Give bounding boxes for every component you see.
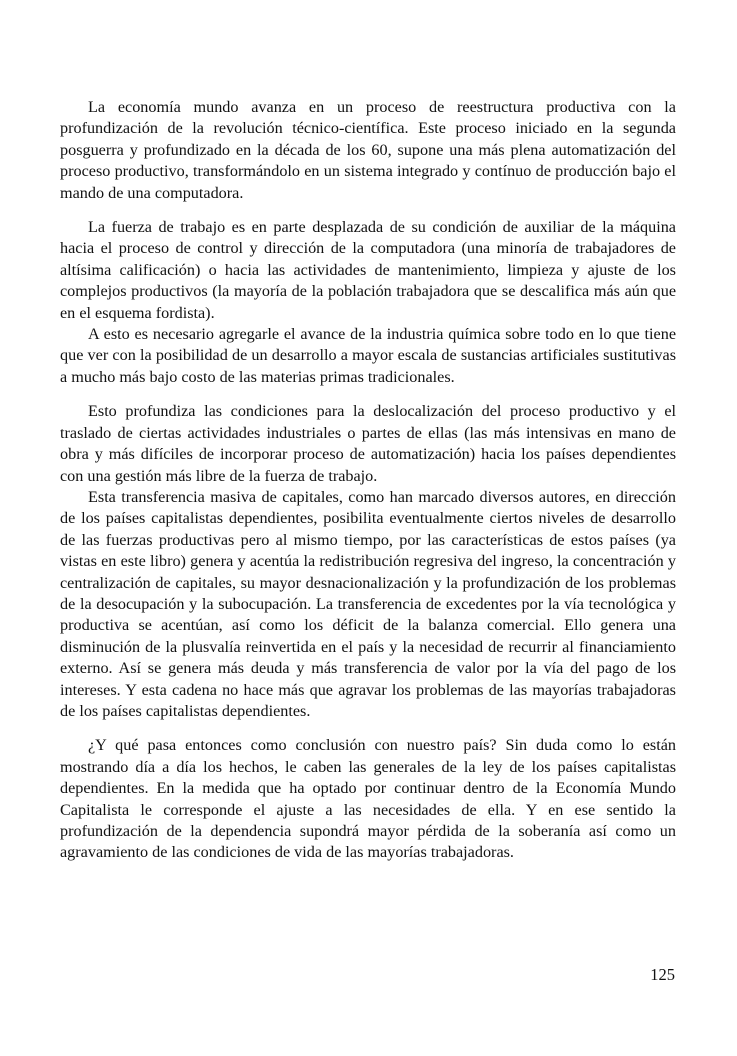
- paragraph-4: Esto profundiza las condiciones para la deslocalización del proceso productivo y el traslado de ciertas actividades industriales o partes de ellas (las más intensivas en mano de obra y más difíciles de incorporar proceso de automatización) hacia los países dependientes con una gestión más libre de la fuerza de trabajo.: [60, 402, 676, 485]
- paragraph-6: ¿Y qué pasa entonces como conclusión con nuestro país? Sin duda como lo están mostrando día a día los hechos, le caben las generales de la ley de los países capitalistas dependientes. En la medida que ha optado por continuar dentro de la Economía Mundo Capitalista le corresponde el ajuste a las necesidades de ella. Y en ese sentido la profundización de la dependencia supondrá mayor pérdida de la soberanía así como un agravamiento de las condiciones de vida de las mayorías trabajadoras.: [60, 736, 676, 862]
- paragraph-1: La economía mundo avanza en un proceso de reestructura productiva con la profundización de la revolución técnico-científica. Este proceso iniciado en la segunda posguerra y profundizado en la década de los 60, supone una más plena automatización del proceso productivo, transformándolo en un sistema integrado y contínuo de producción bajo el mando de una computadora.: [60, 98, 676, 202]
- paragraph-2: La fuerza de trabajo es en parte desplazada de su condición de auxiliar de la máquina hacia el proceso de control y dirección de la computadora (una minoría de trabajadores de altísima calificación) o hacia las actividades de mantenimiento, limpieza y ajuste de los complejos productivos (la mayoría de la población trabajadora que se descalifica más aún que en el esquema fordista).: [60, 218, 676, 322]
- page-number: 125: [650, 965, 675, 984]
- paragraph-3: A esto es necesario agregarle el avance de la industria química sobre todo en lo que tiene que ver con la posibilidad de un desarrollo a mayor escala de sustancias artificiales sustitutivas a mucho más bajo costo de las materias primas tradicionales.: [60, 325, 676, 386]
- paragraph-5: Esta transferencia masiva de capitales, como han marcado diversos autores, en dirección de los países capitalistas dependientes, posibilita eventualmente ciertos niveles de desarrollo de las fuerzas productivas pero al mismo tiempo, por las características de estos países (ya vistas en este libro) genera y acentúa la redistribución regresiva del ingreso, la concentración y centralización de capitales, su mayor desnacionalización y la profundización de los problemas de la desocupación y la subocupación. La transferencia de excedentes por la vía tecnológica y productiva se acentúan, así como los déficit de la balanza comercial. Ello genera una disminución de la plusvalía reinvertida en el país y la necesidad de recurrir al financiamiento externo. Así se genera más deuda y más transferencia de valor por la vía del pago de los intereses. Y esta cadena no hace más que agravar los problemas de las mayorías trabajadoras de los países capitalistas dependientes.: [60, 487, 676, 720]
- body-text: [60, 97, 676, 864]
